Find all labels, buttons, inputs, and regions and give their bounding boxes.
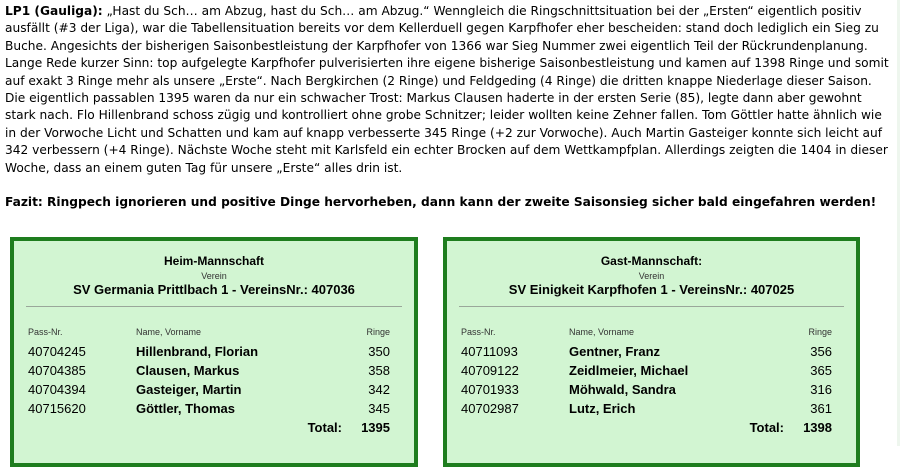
table-row [461,382,842,401]
ringe-score: 358 [368,363,390,378]
guest-club-line [447,282,856,297]
pass-number: 40701933 [461,382,519,397]
home-team-role: Heim-Mannschaft [163,254,264,268]
guest-verein-label: Verein [638,271,665,281]
home-separator: - [228,282,240,297]
table-row [461,363,842,382]
home-verein-label: Verein [201,271,227,281]
pass-number: 40702987 [461,401,519,416]
guest-club-name: SV Einigkeit Karpfhofen 1 [508,282,668,297]
ringe-score: 361 [810,401,832,416]
guest-divider [459,306,844,307]
home-total-row [28,420,400,439]
guest-score-table [461,327,842,439]
table-row [28,363,400,382]
ringe-score: 356 [810,344,832,359]
shooter-name: Gentner, Franz [569,344,661,359]
home-club-line [14,282,414,297]
article-text [5,3,893,211]
table-row [28,382,400,401]
home-header-pass: Pass-Nr. [28,327,63,337]
table-row [28,401,400,420]
guest-total-value: 1398 [803,420,832,435]
pass-number: 40704385 [28,363,86,378]
guest-header-name: Name, Vorname [569,327,635,337]
pass-number: 40711093 [461,344,518,359]
ringe-score: 365 [810,363,832,378]
guest-team-box [443,237,860,467]
home-club-name: SV Germania Prittlbach 1 [73,282,229,297]
ringe-score: 345 [368,401,390,416]
guest-header-pass: Pass-Nr. [461,327,496,337]
guest-total-label: Total: [749,420,784,435]
home-total-value: 1395 [361,420,390,435]
article-conclusion: Fazit: Ringpech ignorieren und positive Dinge hervorheben, dann kann der zweite Saisonsieg sicher bald eingefahren werden! [5,195,877,210]
table-row [461,401,842,420]
shooter-name: Gasteiger, Martin [136,382,242,397]
article-body: „Hast du Sch… am Abzug, hast du Sch… am Abzug.“ Wenngleich die Ringschnittsituation bei der „Ersten“ eigentlich positiv ausfällt (#3 der Liga), war die Tabellensituation bereits vor dem Kellerduell gegen Karpfhofer eher bescheiden: stand doch lediglich ein Sieg zu Buche. Angesichts der bisherigen Saisonbestleistung der Karpfhofer von 1366 war Sieg Nummer zwei eigentlich Teil der Rückrundenplanung. Lange Rede kurzer Sinn: top aufgelegte Karpfhofer pulverisierten ihre eigene bisherige Saisonbestleistung und kamen auf 1398 Ringe und somit auf exakt 3 Ringe mehr als unsere „Erste“. Nach Bergkirchen (2 Ringe) und Feldgeding (4 Ringe) die dritten knappe Niederlage dieser Saison. Die eigentlich passablen 1395 waren da nur ein schwacher Trost: Markus Clausen haderte in der ersten Serie (85), legte dann aber gewohnt stark nach. Flo Hillenbrand schoss zügig und kontrolliert ohne grobe Schnitzer; leider wollten keine Zehner fallen. Tom Göttler hatte ähnlich wie in der Vorwoche Licht und Schatten und kam auf knapp verbesserte 345 Ringe (+2 zur Vorwoche). Auch Martin Gasteiger konnte sich leicht auf 342 verbessern (+4 Ringe). Nächste Woche steht mit Karlsfeld ein echter Brocken auf dem Wettkampfplan. Allerdings zeigten die 1404 in dieser Woche, dass an einem guten Tag für unsere „Erste“ alles drin ist. [5,4,889,175]
pass-number: 40704394 [28,382,86,397]
home-divider [26,306,402,307]
pass-number: 40715620 [28,401,86,416]
league-title: LP1 (Gauliga): [5,4,103,18]
guest-header-ringe: Ringe [808,327,832,337]
shooter-name: Hillenbrand, Florian [136,344,259,359]
home-team-box [10,237,418,467]
guest-total-row [461,420,842,439]
shooter-name: Göttler, Thomas [136,401,235,416]
home-total-label: Total: [307,420,342,435]
guest-team-role: Gast-Mannschaft: [600,254,703,268]
home-score-table [28,327,400,439]
ringe-score: 342 [368,382,390,397]
shooter-name: Clausen, Markus [136,363,240,378]
ringe-score: 350 [368,344,390,359]
home-vereinsnr: VereinsNr.: 407036 [239,282,355,297]
home-table-header [28,327,400,344]
table-row [28,344,400,363]
guest-vereinsnr: VereinsNr.: 407025 [679,282,795,297]
table-row [461,344,842,363]
pass-number: 40704245 [28,344,86,359]
guest-team-header [447,241,856,297]
guest-table-header [461,327,842,344]
pass-number: 40709122 [461,363,519,378]
shooter-name: Möhwald, Sandra [569,382,676,397]
shooter-name: Lutz, Erich [569,401,636,416]
ringe-score: 316 [810,382,832,397]
home-header-ringe: Ringe [366,327,390,337]
home-header-name: Name, Vorname [136,327,202,337]
article-paragraph [5,3,893,177]
home-team-header [14,241,414,297]
shooter-name: Zeidlmeier, Michael [569,363,689,378]
guest-separator: - [667,282,680,297]
